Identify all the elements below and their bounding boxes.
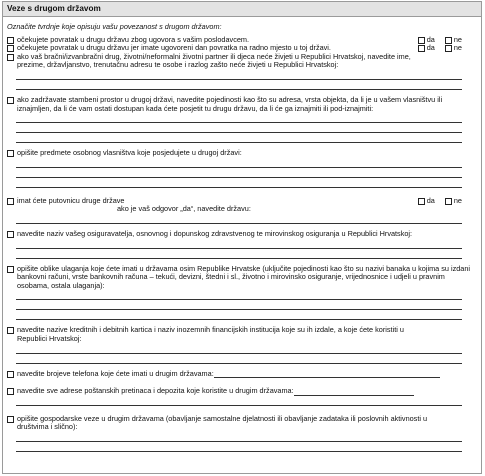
question-family (7, 53, 476, 90)
question-cards (7, 326, 476, 363)
q2-text: očekujete povratak u drugu državu jer imate ugovoreni dan povratka na radno mjesto u toj državi. (17, 43, 331, 53)
q5-answer-line-2[interactable] (16, 168, 462, 178)
q9-answer-line-2[interactable] (16, 354, 462, 364)
q12-answer-line-2[interactable] (16, 442, 462, 452)
q1-yes-label: da (426, 34, 435, 44)
q6-answer-line[interactable] (16, 214, 462, 224)
q7-checkbox[interactable] (7, 231, 14, 238)
q6-no-label: ne (453, 195, 462, 205)
q6-checkbox[interactable] (7, 198, 14, 205)
question-housing (7, 96, 476, 143)
q11-text: navedite sve adrese poštanskih pretinaca i depozita koje koristite u drugim državama: (17, 386, 294, 396)
q10-answer-line[interactable] (214, 370, 440, 378)
q4-answer-line-2[interactable] (16, 123, 462, 133)
q8-answer-line-1[interactable] (16, 290, 462, 300)
q8-answer-line-3[interactable] (16, 310, 462, 320)
q11-answer-inline[interactable] (294, 388, 414, 396)
q2-yes-checkbox[interactable] (418, 45, 425, 52)
q1-no-label: ne (453, 34, 462, 44)
q3-checkbox[interactable] (7, 54, 14, 61)
q1-yes-checkbox[interactable] (418, 37, 425, 44)
q7-text: navedite naziv vašeg osiguravatelja, osnovnog i dopunskog zdravstvenog te mirovinskog osiguranja u Republici Hrvatskoj: (17, 228, 413, 238)
q9-answer-line-1[interactable] (16, 344, 462, 354)
q7-answer-line-2[interactable] (16, 249, 462, 259)
q5-text: opišite predmete osobnog vlasništva koje posjedujete u drugoj državi: (17, 148, 242, 158)
q2-no-checkbox[interactable] (445, 45, 452, 52)
q1-checkbox[interactable] (7, 37, 14, 44)
q6-country-prompt: ako je vaš odgovor „da“, navedite državu: (117, 204, 251, 214)
q11-checkbox[interactable] (7, 388, 14, 395)
q3-answer-line-1[interactable] (16, 70, 462, 80)
connections-form (2, 1, 482, 474)
question-investments (7, 265, 476, 321)
q4-text: ako zadržavate stambeni prostor u drugoj državi, navedite pojedinosti kao što su adresa, vrsta objekta, da li je u vašem vlasništvu ili iznajmljen, da li će vam ostati dostupan kada ćete posjetit tu drugu državu, da li će ga iznajmiti ili pod-iznajmiti: (17, 94, 443, 113)
q12-answer-line-1[interactable] (16, 432, 462, 442)
q6-yes-no (418, 197, 462, 206)
q2-no-label: ne (453, 43, 462, 53)
q3-text: ako vaš bračni/izvanbračni drug, životni/neformalni životni partner ili djeca neće živjeti u Republici Hrvatskoj, navedite ime, prezime, državljanstvo, trenutačnu adresu te osobe i razlog zašto neće živjeti u Republici Hrvatskoj: (17, 51, 411, 70)
q4-checkbox[interactable] (7, 97, 14, 104)
q12-checkbox[interactable] (7, 416, 14, 423)
q1-no-checkbox[interactable] (445, 37, 452, 44)
q4-answer-line-1[interactable] (16, 113, 462, 123)
q4-answer-line-3[interactable] (16, 133, 462, 143)
q6-text: imat ćete putovnicu druge države (17, 195, 125, 205)
question-insurer (7, 230, 476, 259)
question-po-boxes (7, 387, 476, 406)
q9-text: navedite nazive kreditnih i debitnih kartica i naziv inozemnih financijskih institucija koje su ih izdale, a koje ćete koristiti u Republici Hrvatskoj: (17, 325, 404, 343)
q2-checkbox[interactable] (7, 45, 14, 52)
form-content (3, 17, 481, 452)
q1-text: očekujete povratak u drugu državu zbog ugovora s vašim poslodavcem. (17, 34, 250, 44)
section-title: Veze s drugom državom (3, 2, 481, 17)
q2-yes-no (418, 44, 462, 53)
q2-yes-label: da (426, 43, 435, 53)
q6-no-checkbox[interactable] (445, 198, 452, 205)
q11-answer-line[interactable] (16, 396, 462, 406)
q5-answer-line-3[interactable] (16, 178, 462, 188)
q6-yes-label: da (426, 195, 435, 205)
q6-yes-checkbox[interactable] (418, 198, 425, 205)
q10-text: navedite brojeve telefona koje ćete imati u drugim državama: (17, 368, 214, 378)
q5-answer-line-1[interactable] (16, 158, 462, 168)
intro-text: Označite tvrdnje koje opisuju vašu povezanost s drugom državom: (7, 22, 222, 31)
question-passport (7, 197, 476, 224)
q3-answer-line-2[interactable] (16, 80, 462, 90)
question-business-ties (7, 415, 476, 452)
question-personal-property (7, 149, 476, 188)
q8-text: opišite oblike ulaganja koje ćete imati u državama osim Republike Hrvatske (uključite pojedinosti kao što su nazivi banaka u kojima su izdani bankovni računi, vrste bankovnih računa – tekući, devizni, štedni i sl., životno i mirovinsko osiguranje, vrijednosnice i udjeli u pravnim osobama, ostala ulaganja): (17, 263, 471, 290)
q12-text: opišite gospodarske veze u drugim državama (obavljanje samostalne djelatnosti ili obavljanje zadataka ili poslovnih aktivnosti u društvima i slično): (17, 413, 428, 432)
q7-answer-line-1[interactable] (16, 239, 462, 249)
q9-checkbox[interactable] (7, 327, 14, 334)
q8-answer-line-2[interactable] (16, 300, 462, 310)
q5-checkbox[interactable] (7, 150, 14, 157)
q10-checkbox[interactable] (7, 371, 14, 378)
q8-checkbox[interactable] (7, 266, 14, 273)
question-phones (7, 370, 476, 379)
